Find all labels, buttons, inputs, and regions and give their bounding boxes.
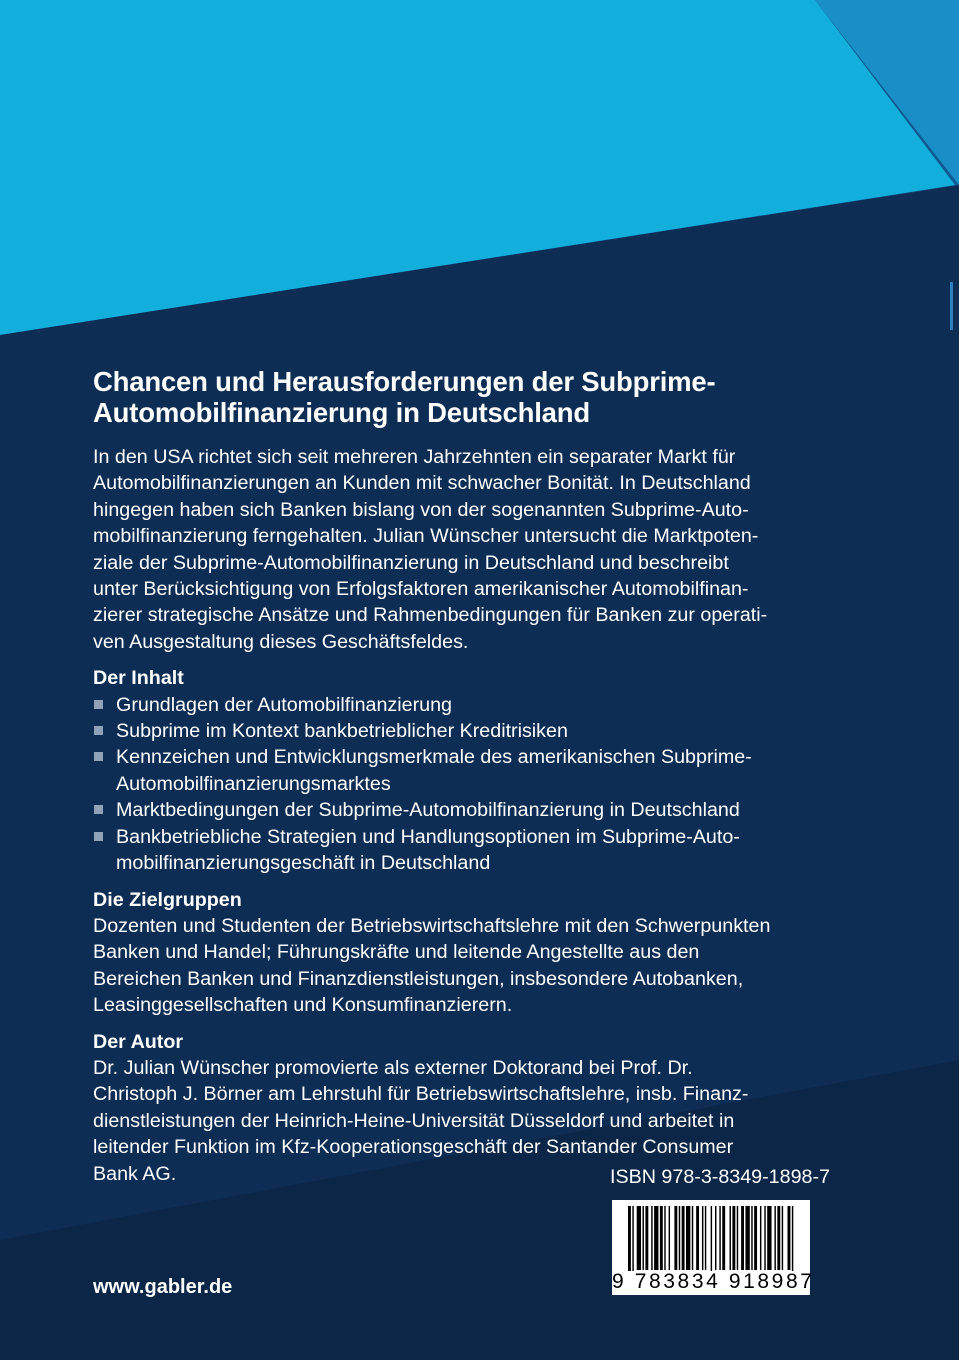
isbn-text: ISBN 978-3-8349-1898-7 [610, 1166, 830, 1188]
publisher-website: www.gabler.de [93, 1276, 233, 1298]
barcode-bar [686, 1206, 690, 1270]
barcode-bar [788, 1206, 791, 1270]
intro-line: In den USA richtet sich seit mehreren Jahrzehnten ein separater Markt für [93, 446, 736, 468]
audience-line: Leasinggesellschaften und Konsumfinanzierern. [93, 994, 513, 1017]
bullet-square-icon [94, 726, 103, 735]
barcode-bar [654, 1206, 658, 1270]
intro-line: ziale der Subprime-Automobilfinanzierung in Deutschland und beschreibt [93, 551, 729, 574]
barcode-bar [674, 1206, 677, 1270]
list-item [93, 692, 893, 718]
list-item-text: Grundlagen der Automobilfinanzierung [116, 693, 453, 716]
intro-line: hingegen haben sich Banken bislang von der sogenannten Subprime-Auto- [93, 498, 749, 521]
barcode-bar [702, 1206, 703, 1270]
barcode-bar [660, 1206, 663, 1270]
intro-line: ven Ausgestaltung dieses Geschäftsfeldes. [93, 630, 469, 653]
barcode-bar [777, 1206, 780, 1270]
barcode-bar [719, 1206, 720, 1270]
barcode-bar [637, 1206, 641, 1270]
contents-heading: Der Inhalt [93, 667, 184, 690]
barcode-bar [651, 1206, 652, 1270]
list-item [93, 744, 893, 797]
intro-line: mobilfinanzierung ferngehalten. Julian Wünscher untersucht die Marktpoten- [93, 525, 759, 548]
title-line: Chancen und Herausforderungen der Subprime- [93, 366, 716, 397]
barcode-bar [760, 1206, 761, 1270]
barcode-bar [764, 1206, 765, 1270]
barcode [612, 1200, 815, 1295]
intro-line: zierer strategische Ansätze und Rahmenbedingungen für Banken zur operati- [93, 604, 768, 627]
author-heading: Der Autor [93, 1030, 184, 1053]
author-line: dienstleistungen der Heinrich-Heine-Universität Düsseldorf und arbeitet in [93, 1109, 735, 1132]
title-line: Automobilfinanzierung in Deutschland [93, 397, 590, 428]
bullet-square-icon [94, 700, 103, 709]
contents-list [93, 692, 893, 877]
author-line: Bank AG. [93, 1162, 177, 1185]
audience-heading: Die Zielgruppen [93, 888, 242, 911]
audience-line: Dozenten und Studenten der Betriebswirtschaftslehre mit den Schwerpunkten [93, 914, 771, 937]
barcode-bar [745, 1206, 749, 1270]
bullet-square-icon [94, 752, 103, 761]
list-item-text: Automobilfinanzierungsmarktes [116, 772, 391, 795]
barcode-bar [645, 1206, 648, 1270]
list-item [93, 824, 893, 877]
list-item-text: Bankbetriebliche Strategien und Handlungsoptionen im Subprime-Auto- [116, 825, 740, 848]
barcode-bar [730, 1206, 731, 1270]
barcode-bar [782, 1206, 783, 1270]
intro-line: unter Berücksichtigung von Erfolgsfaktoren amerikanischer Automobilfinan- [93, 578, 749, 601]
audience-paragraph [93, 913, 893, 1019]
intro-line: Automobilfinanzierungen an Kunden mit schwacher Bonität. In Deutschland [93, 472, 751, 495]
main-content [93, 366, 893, 1187]
audience-line: Banken und Handel; Führungskräfte und leitende Angestellte aus den [93, 941, 700, 964]
list-item-text: Subprime im Kontext bankbetrieblicher Kreditrisiken [116, 720, 568, 743]
barcode-bar [722, 1206, 725, 1270]
author-line: leitender Funktion im Kfz-Kooperationsgeschäft der Santander Consumer [93, 1136, 734, 1159]
list-item-text: mobilfinanzierungsgeschäft in Deutschland [116, 852, 491, 875]
barcode-bar [737, 1206, 738, 1270]
barcode-bar [679, 1206, 680, 1270]
bullet-square-icon [94, 805, 103, 814]
list-item [93, 797, 893, 823]
barcode-digits: 9 783834 918987 [612, 1270, 815, 1293]
barcode-bar [705, 1206, 706, 1270]
barcode-bar [692, 1206, 693, 1270]
list-item [93, 718, 893, 744]
barcode-bar [664, 1206, 665, 1270]
barcode-bar [751, 1206, 752, 1270]
book-title [93, 366, 893, 428]
bullet-square-icon [94, 832, 103, 841]
barcode-bar [715, 1206, 716, 1270]
barcode-bar [754, 1206, 757, 1270]
intro-paragraph [93, 444, 893, 655]
barcode-bar [696, 1206, 699, 1270]
barcode-bar [682, 1206, 685, 1270]
barcode-bar [774, 1206, 775, 1270]
author-line: Dr. Julian Wünscher promovierte als externer Doktorand bei Prof. Dr. [93, 1056, 693, 1079]
edge-accent [950, 282, 953, 330]
audience-line: Bereichen Banken und Finanzdienstleistungen, insbesondere Autobanken, [93, 967, 744, 990]
author-line: Christoph J. Börner am Lehrstuhl für Betriebswirtschaftslehre, insb. Finanz- [93, 1083, 749, 1106]
list-item-text: Kennzeichen und Entwicklungsmerkmale des amerikanischen Subprime- [116, 746, 752, 769]
barcode-bar [643, 1206, 644, 1270]
barcode-bar [732, 1206, 735, 1270]
list-item-text: Marktbedingungen der Subprime-Automobilfinanzierung in Deutschland [116, 799, 740, 822]
barcode-bar [767, 1206, 771, 1270]
barcode-bar [669, 1206, 670, 1270]
barcode-bar [741, 1206, 744, 1270]
